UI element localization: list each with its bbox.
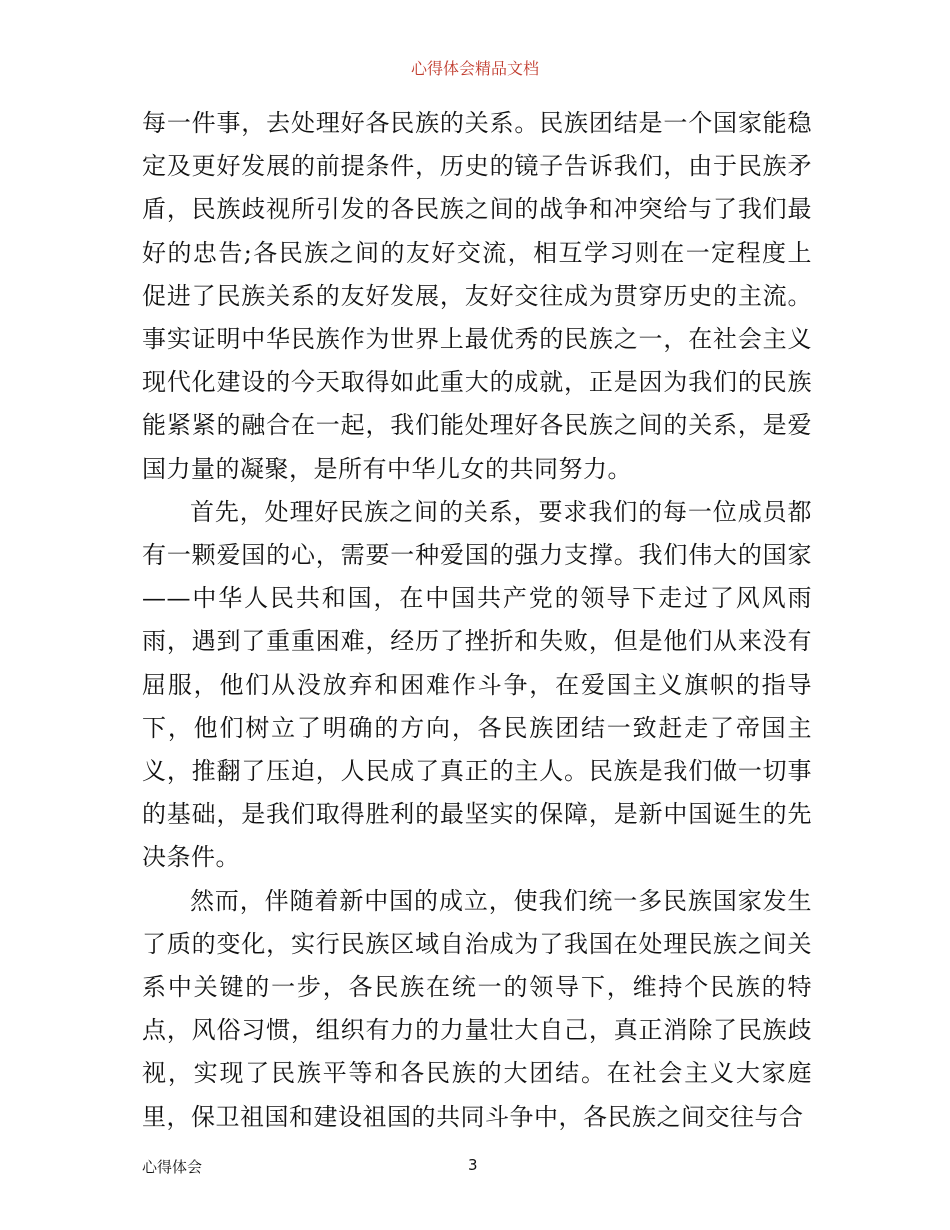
paragraph-continuation: 每一件事，去处理好各民族的关系。民族团结是一个国家能稳定及更好发展的前提条件，历史的镜子告诉我们，由于民族矛盾，民族歧视所引发的各民族之间的战争和冲突给与了我们最好的忠告;各民族之间的友好交流，相互学习则在一定程度上促进了民族关系的友好发展，友好交往成为贯穿历史的主流。事实证明中华民族作为世界上最优秀的民族之一，在社会主义现代化建设的今天取得如此重大的成就，正是因为我们的民族能紧紧的融合在一起，我们能处理好各民族之间的关系，是爱国力量的凝聚，是所有中华儿女的共同努力。 — [142, 109, 812, 483]
page-number: 3 — [468, 1156, 478, 1174]
paragraph-however: 然而，伴随着新中国的成立，使我们统一多民族国家发生了质的变化，实行民族区域自治成为了我国在处理民族之间关系中关键的一步，各民族在统一的领导下，维持个民族的特点，风俗习惯，组织有力的力量壮大自己，真正消除了民族歧视，实现了民族平等和各民族的大团结。在社会主义大家庭里，保卫祖国和建设祖国的共同斗争中，各民族之间交往与合 — [142, 886, 812, 1131]
footer-label: 心得体会 — [142, 1158, 203, 1176]
paragraph-first: 首先，处理好民族之间的关系，要求我们的每一位成员都有一颗爱国的心，需要一种爱国的强力支撑。我们伟大的国家——中华人民共和国，在中国共产党的领导下走过了风风雨雨，遇到了重重困难，经历了挫折和失败，但是他们从来没有屈服，他们从没放弃和困难作斗争，在爱国主义旗帜的指导下，他们树立了明确的方向，各民族团结一致赶走了帝国主义，推翻了压迫，人民成了真正的主人。民族是我们做一切事的基础，是我们取得胜利的最坚实的保障，是新中国诞生的先决条件。 — [142, 497, 812, 872]
page-header-title: 心得体会精品文档 — [410, 59, 539, 78]
document-body — [142, 102, 812, 1139]
